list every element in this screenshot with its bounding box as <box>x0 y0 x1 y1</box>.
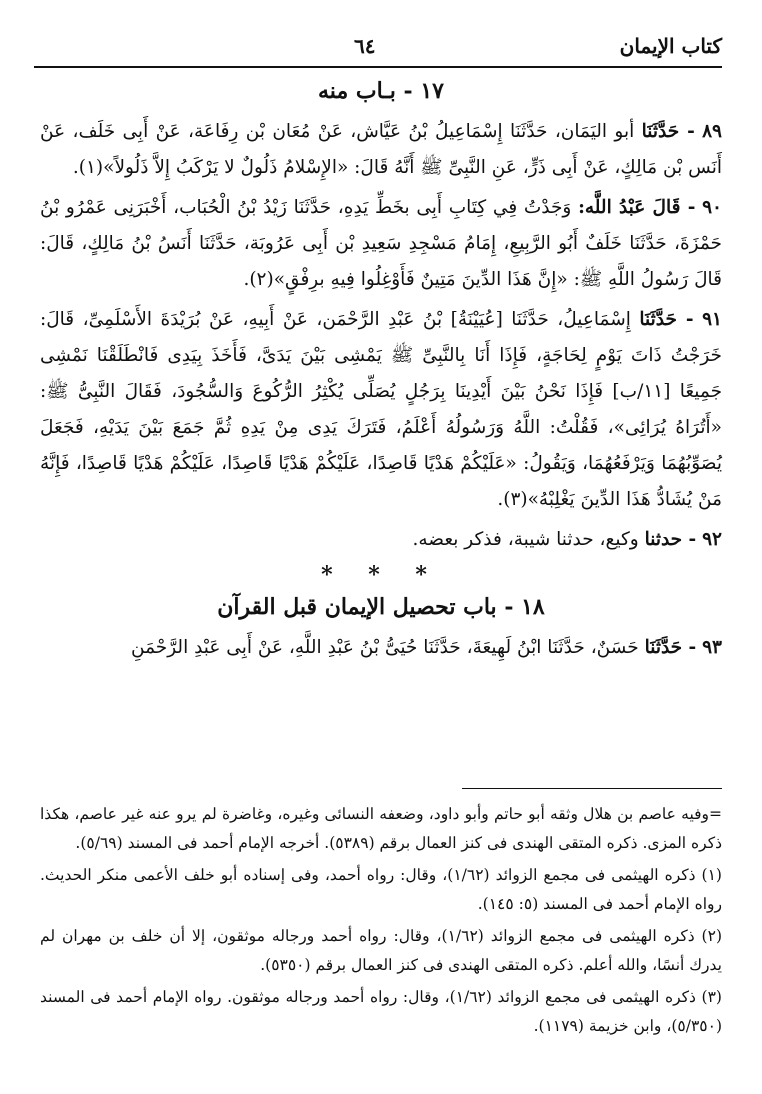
footnotes <box>40 800 722 1044</box>
footnote-1: (١) ذكره الهيثمى فى مجمع الزوائد (١/٦٢)، وقال: رواه أحمد، وفى إسناده أبو خلف الأعمى منكر الحديث. رواه الإمام أحمد فى المسند (٥: ١٤٥). <box>40 866 722 913</box>
hadith-text: وكيع، حدثنا شيبة، فذكر بعضه. <box>412 529 639 550</box>
footnote-3: (٣) ذكره الهيثمى فى مجمع الزوائد (١/٦٢)، وقال: رواه أحمد ورجاله موثقون. رواه الإمام أحمد فى المسند (٥/٣٥٠)، وابن خزيمة (١١٧٩). <box>40 988 722 1035</box>
hadith-lead: - حدثنا <box>644 529 697 550</box>
main-text <box>40 74 722 670</box>
hadith-lead: - حَدَّثَنَا <box>644 637 697 658</box>
footnote-divider <box>462 788 722 789</box>
hadith-lead: - حَدَّثَنَا <box>639 309 694 330</box>
book-title: كتاب الإيمان <box>619 34 722 58</box>
section-separator: * * * <box>321 562 441 588</box>
hadith-lead: - قَالَ عَبْدُ اللَّه: <box>578 197 696 218</box>
chapter-heading-17: ١٧ - بـاب منه <box>318 78 444 104</box>
hadith-number: ٩١ <box>702 309 722 330</box>
hadith-number: ٩٠ <box>702 197 722 218</box>
hadith-90 <box>40 190 722 298</box>
hadith-92 <box>40 522 722 558</box>
hadith-lead: - حَدَّثَنَا <box>641 121 695 142</box>
hadith-number: ٩٢ <box>702 529 722 550</box>
hadith-number: ٩٣ <box>702 637 722 658</box>
hadith-89 <box>40 114 722 186</box>
hadith-91 <box>40 302 722 518</box>
page-number: ٦٤ <box>354 34 376 58</box>
chapter-heading-18: ١٨ - باب تحصيل الإيمان قبل القرآن <box>217 594 545 620</box>
hadith-text: حَسَنٌ، حَدَّثَنَا ابْنُ لَهِيعَةَ، حَدَّثَنَا حُيَىُّ بْنُ عَبْدِ اللَّهِ، عَنْ أَبِى عَبْدِ الرَّحْمَنِ <box>131 637 639 658</box>
hadith-text: أبو اليَمَان، حَدَّثَنَا إِسْمَاعِيلُ بْنُ عَيَّاش، عَنْ مُعَان بْن رِفَاعَة، عَنْ أَبِى خَلَف، عَنْ أَنَس بْن مَالِكٍ، عَنْ أَبِى ذَرٍّ، عَنِ النَّبِىِّ ﷺ أَنَّهُ قَالَ: «الإِسْلامُ ذَلُولٌ لا يَرْكَبُ إِلاَّ ذَلُولاً»(١). <box>40 121 722 178</box>
hadith-text: إِسْمَاعِيلُ، حَدَّثَنَا [عُيَيْنَةُ] بْنُ عَبْدِ الرَّحْمَن، عَنْ أَبِيهِ، عَنْ بُرَيْدَةَ الأَسْلَمِىِّ، قَالَ: خَرَجْتُ ذَاتَ يَوْمٍ لِحَاجَةٍ، فَإِذَا أَنَا بِالنَّبِىِّ ﷺ يَمْشِى بَيْنَ يَدَىَّ، فَأَخَذَ بِيَدِى فَانْطَلَقْنَا نَمْشِى جَمِيعًا [١١/ب] فَإِذَا نَحْنُ بَيْنَ أَيْدِينَا بِرَجُلٍ يُصَلِّى يُكْثِرُ الرُّكُوعَ وَالسُّجُودَ، فَقَالَ النَّبِىُّ ﷺ: «أَتُرَاهُ يُرَائِى»، فَقُلْتُ: اللَّهُ وَرَسُولُهُ أَعْلَمُ، فَتَرَكَ يَدِى مِنْ يَدِهِ ثُمَّ جَمَعَ بَيْنَ يَدَيْهِ، فَجَعَلَ يُصَوِّبُهُمَا وَيَرْفَعُهُمَا، وَيَقُولُ: «عَلَيْكُمْ هَدْيًا قَاصِدًا، عَلَيْكُمْ هَدْيًا قَاصِدًا، عَلَيْكُمْ هَدْيًا قَاصِدًا، فَإِنَّهُ مَنْ يُشَادُّ هَذَا الدِّينَ يَغْلِبْهُ»(٣). <box>40 309 723 510</box>
hadith-number: ٨٩ <box>702 121 722 142</box>
hadith-93 <box>40 630 722 666</box>
hadith-text: وَجَدْتُ فِي كِتَابِ أَبِى بخَطِّ يَدِهِ، حَدَّثَنَا زَيْدُ بْنُ الْحُبَاب، أَخْبَرَنِى عَمْرُو بْنُ حَمْزَةَ، حَدَّثَنَا خَلَفٌ أَبُو الرَّبِيعِ، إِمَامُ مَسْجِدِ سَعِيدِ بْن أَبِى عَرُوبَة، حَدَّثَنَا أَنَسُ بْنُ مَالِكٍ، قَالَ: قَالَ رَسُولُ اللَّهِ ﷺ: «إِنَّ هَذَا الدِّينَ مَتِينٌ فَأَوْغِلُوا فِيهِ برِفْقٍ»(٢). <box>40 197 722 290</box>
footnote-continuation: =وفيه عاصم بن هلال وثقه أبو حاتم وأبو داود، وضعفه النسائى وغيره، وغاضرة لم يرو عنه غير عاصم، هكذا ذكره المزى. ذكره المتقى الهندى فى كنز العمال برقم (٥٣٨٩). أخرجه الإمام أحمد فى المسند (٥/٦٩). <box>40 805 722 852</box>
footnote-2: (٢) ذكره الهيثمى فى مجمع الزوائد (١/٦٢)، وقال: رواه أحمد ورجاله موثقون، إلا أن خلف بن مهران لم يدرك أنسًا، والله أعلم. ذكره المتقى الهندى فى كنز العمال برقم (٥٣٥٠). <box>40 927 722 974</box>
running-header <box>34 30 722 68</box>
